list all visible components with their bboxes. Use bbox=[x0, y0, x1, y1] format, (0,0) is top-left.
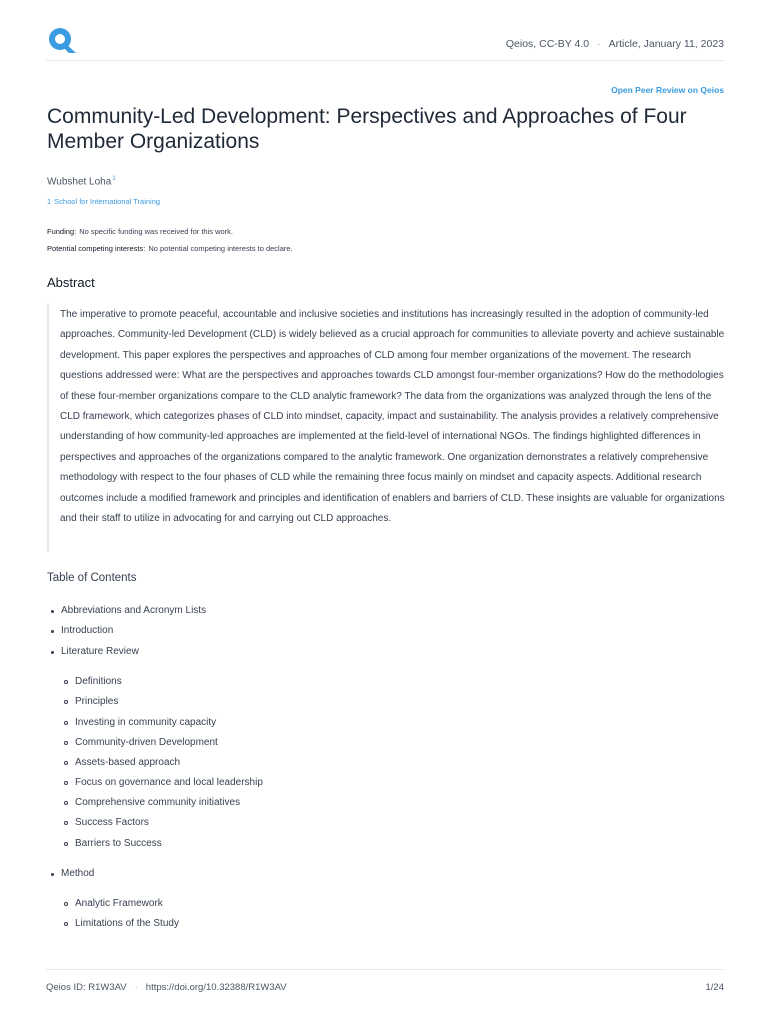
doi-link[interactable]: https://doi.org/10.32388/R1W3AV bbox=[145, 982, 287, 993]
author-affiliation-marker: 1 bbox=[112, 176, 116, 182]
toc-item[interactable]: Method bbox=[47, 866, 263, 886]
footer-separator: · bbox=[134, 982, 138, 993]
toc-item[interactable]: Literature Review bbox=[47, 644, 263, 664]
toc-subitem[interactable]: Definitions bbox=[47, 674, 263, 694]
toc-subitem[interactable]: Assets-based approach bbox=[47, 755, 263, 775]
meta-separator: · bbox=[597, 38, 601, 50]
page-number: 1/24 bbox=[705, 982, 724, 993]
funding-label: Funding: bbox=[47, 227, 77, 236]
competing-interests-text: No potential competing interests to declare. bbox=[148, 244, 293, 253]
toc-subitem[interactable]: Principles bbox=[47, 694, 263, 714]
funding-statement bbox=[47, 227, 233, 236]
qeios-logo-icon[interactable] bbox=[46, 26, 78, 54]
funding-text: No specific funding was received for this work. bbox=[79, 227, 234, 236]
affiliation bbox=[47, 197, 160, 206]
toc-item[interactable]: Abbreviations and Acronym Lists bbox=[47, 603, 263, 623]
competing-interests-statement bbox=[47, 244, 293, 253]
table-of-contents bbox=[47, 603, 263, 937]
toc-item[interactable]: Introduction bbox=[47, 623, 263, 643]
toc-heading: Table of Contents bbox=[47, 572, 137, 584]
affiliation-text: School for International Training bbox=[54, 197, 161, 206]
abstract-block bbox=[47, 303, 725, 551]
toc-subitem[interactable]: Barriers to Success bbox=[47, 836, 263, 856]
publisher-license: Qeios, CC-BY 4.0 bbox=[505, 38, 590, 50]
toc-subitem[interactable]: Community-driven Development bbox=[47, 735, 263, 755]
article-date: Article, January 11, 2023 bbox=[608, 38, 724, 50]
page-footer bbox=[46, 969, 724, 1000]
competing-interests-label: Potential competing interests: bbox=[47, 244, 146, 253]
toc-subitem[interactable]: Limitations of the Study bbox=[47, 916, 263, 936]
toc-subitem[interactable]: Analytic Framework bbox=[47, 896, 263, 916]
footer-citation bbox=[46, 982, 287, 993]
affiliation-number: 1 bbox=[47, 197, 52, 206]
toc-subitem[interactable]: Comprehensive community initiatives bbox=[47, 795, 263, 815]
abstract-heading: Abstract bbox=[47, 275, 95, 290]
qeios-id: Qeios ID: R1W3AV bbox=[46, 982, 127, 993]
toc-subitem[interactable]: Success Factors bbox=[47, 815, 263, 835]
open-peer-review-link[interactable]: Open Peer Review on Qeios bbox=[611, 85, 724, 95]
abstract-text: The imperative to promote peaceful, accountable and inclusive societies and institutions has increasingly resulted in the adoption of community-led approaches. Community-led Development (CLD) is widely believed as a crucial approach for communities to alleviate poverty and achieve sustainable development. This paper explores the perspectives and approaches of CLD among four member organizations of the movement. The research questions addressed were: What are the perspectives and approaches towards CLD amongst four-member organizations? How do the methodologies of these four-member organizations compare to the CLD analytic framework? The data from the organizations was analyzed through the lens of the CLD framework, which categorizes phases of CLD into mindset, capacity, impact and sustainability. The analysis provides a relatively comprehensive understanding of how community-led approaches are implemented at the field-level of international NGOs. The findings highlighted differences in perspectives and approaches of the organizations compared to the analytic framework. One organization demonstrates a relatively comprehensive methodology with respect to the four phases of CLD while the remaining three focus mainly on mindset and capacity aspects. Additional research outcomes include a modified framework and principles and identification of enablers and barriers of CLD. These insights are valuable for organizations and their staff to utilize in advocating for and carrying out CLD approaches. bbox=[60, 309, 725, 525]
toc-subitem[interactable]: Focus on governance and local leadership bbox=[47, 775, 263, 795]
author[interactable] bbox=[47, 176, 116, 187]
author-name[interactable]: Wubshet Loha bbox=[47, 176, 112, 188]
article-title: Community-Led Development: Perspectives and Approaches of Four Member Organizations bbox=[47, 105, 687, 153]
page-header bbox=[46, 24, 724, 61]
article-meta bbox=[506, 38, 724, 50]
toc-subitem[interactable]: Investing in community capacity bbox=[47, 715, 263, 735]
